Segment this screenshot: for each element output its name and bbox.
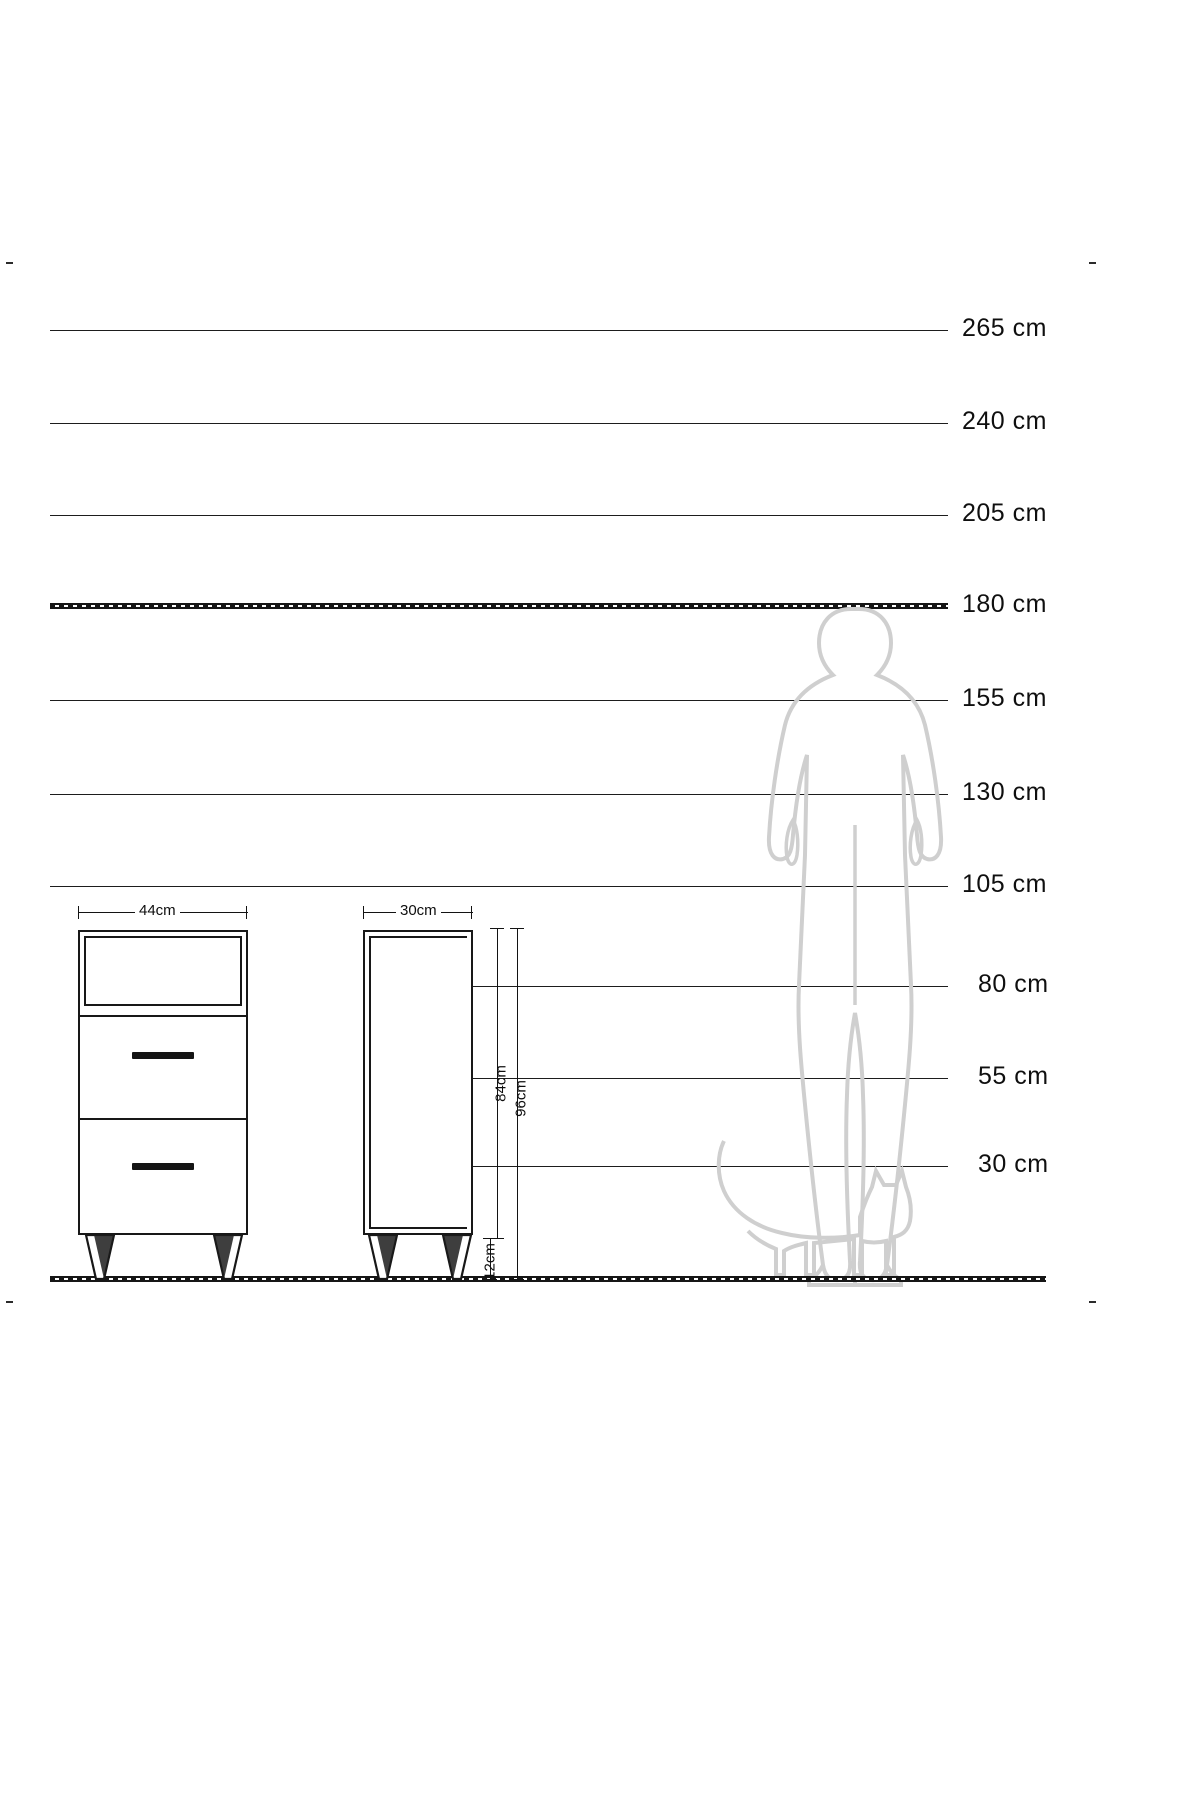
tall-cabinet-body xyxy=(363,930,473,1235)
nightstand-niche-bottom xyxy=(84,1004,242,1006)
width-dim-tick-left-30 xyxy=(363,906,364,919)
corner-tick-top-left xyxy=(6,262,13,264)
scale-label-205: 205 cm xyxy=(962,499,1047,527)
cat-silhouette xyxy=(710,1135,940,1283)
width-label-30: 30cm xyxy=(396,902,441,919)
height-label-12: 12cm xyxy=(481,1243,499,1280)
scale-label-80: 80 cm xyxy=(978,970,1049,998)
tall-cabinet-legs xyxy=(359,1233,479,1281)
corner-tick-bottom-left xyxy=(6,1301,13,1303)
height-label-96: 96cm xyxy=(512,1080,530,1117)
nightstand-legs xyxy=(74,1233,254,1281)
width-label-44: 44cm xyxy=(135,902,180,919)
height-dim-tick-84-top xyxy=(490,928,504,929)
nightstand-handle-lower[interactable] xyxy=(132,1163,194,1170)
nightstand-drawer-split-top xyxy=(78,1015,248,1017)
tall-cabinet-inner-left xyxy=(369,936,371,1229)
tall-cabinet-inner-bottom xyxy=(369,1227,467,1229)
width-dim-tick-left-44 xyxy=(78,906,79,919)
scale-line-240 xyxy=(50,423,948,424)
width-dim-tick-right-30 xyxy=(471,906,472,919)
scale-label-265: 265 cm xyxy=(962,314,1047,342)
scale-label-180: 180 cm xyxy=(962,590,1047,618)
nightstand-body xyxy=(78,930,248,1235)
height-label-84: 84cm xyxy=(492,1065,510,1102)
scale-line-205 xyxy=(50,515,948,516)
nightstand-niche-left xyxy=(84,936,86,1006)
width-dim-tick-right-44 xyxy=(246,906,247,919)
nightstand-handle-upper[interactable] xyxy=(132,1052,194,1059)
scale-label-130: 130 cm xyxy=(962,778,1047,806)
nightstand-niche-right xyxy=(240,936,242,1006)
scale-label-55: 55 cm xyxy=(978,1062,1049,1090)
tall-cabinet-inner-top xyxy=(369,936,467,938)
height-dim-tick-96-bottom xyxy=(510,1279,524,1280)
nightstand-niche-top xyxy=(84,936,242,938)
corner-tick-top-right xyxy=(1089,262,1096,264)
corner-tick-bottom-right xyxy=(1089,1301,1096,1303)
scale-line-265 xyxy=(50,330,948,331)
scale-label-240: 240 cm xyxy=(962,407,1047,435)
scale-label-30: 30 cm xyxy=(978,1150,1049,1178)
height-dim-tick-96-top xyxy=(510,928,524,929)
scale-label-155: 155 cm xyxy=(962,684,1047,712)
nightstand-drawer-split-bottom xyxy=(78,1118,248,1120)
scale-label-105: 105 cm xyxy=(962,870,1047,898)
